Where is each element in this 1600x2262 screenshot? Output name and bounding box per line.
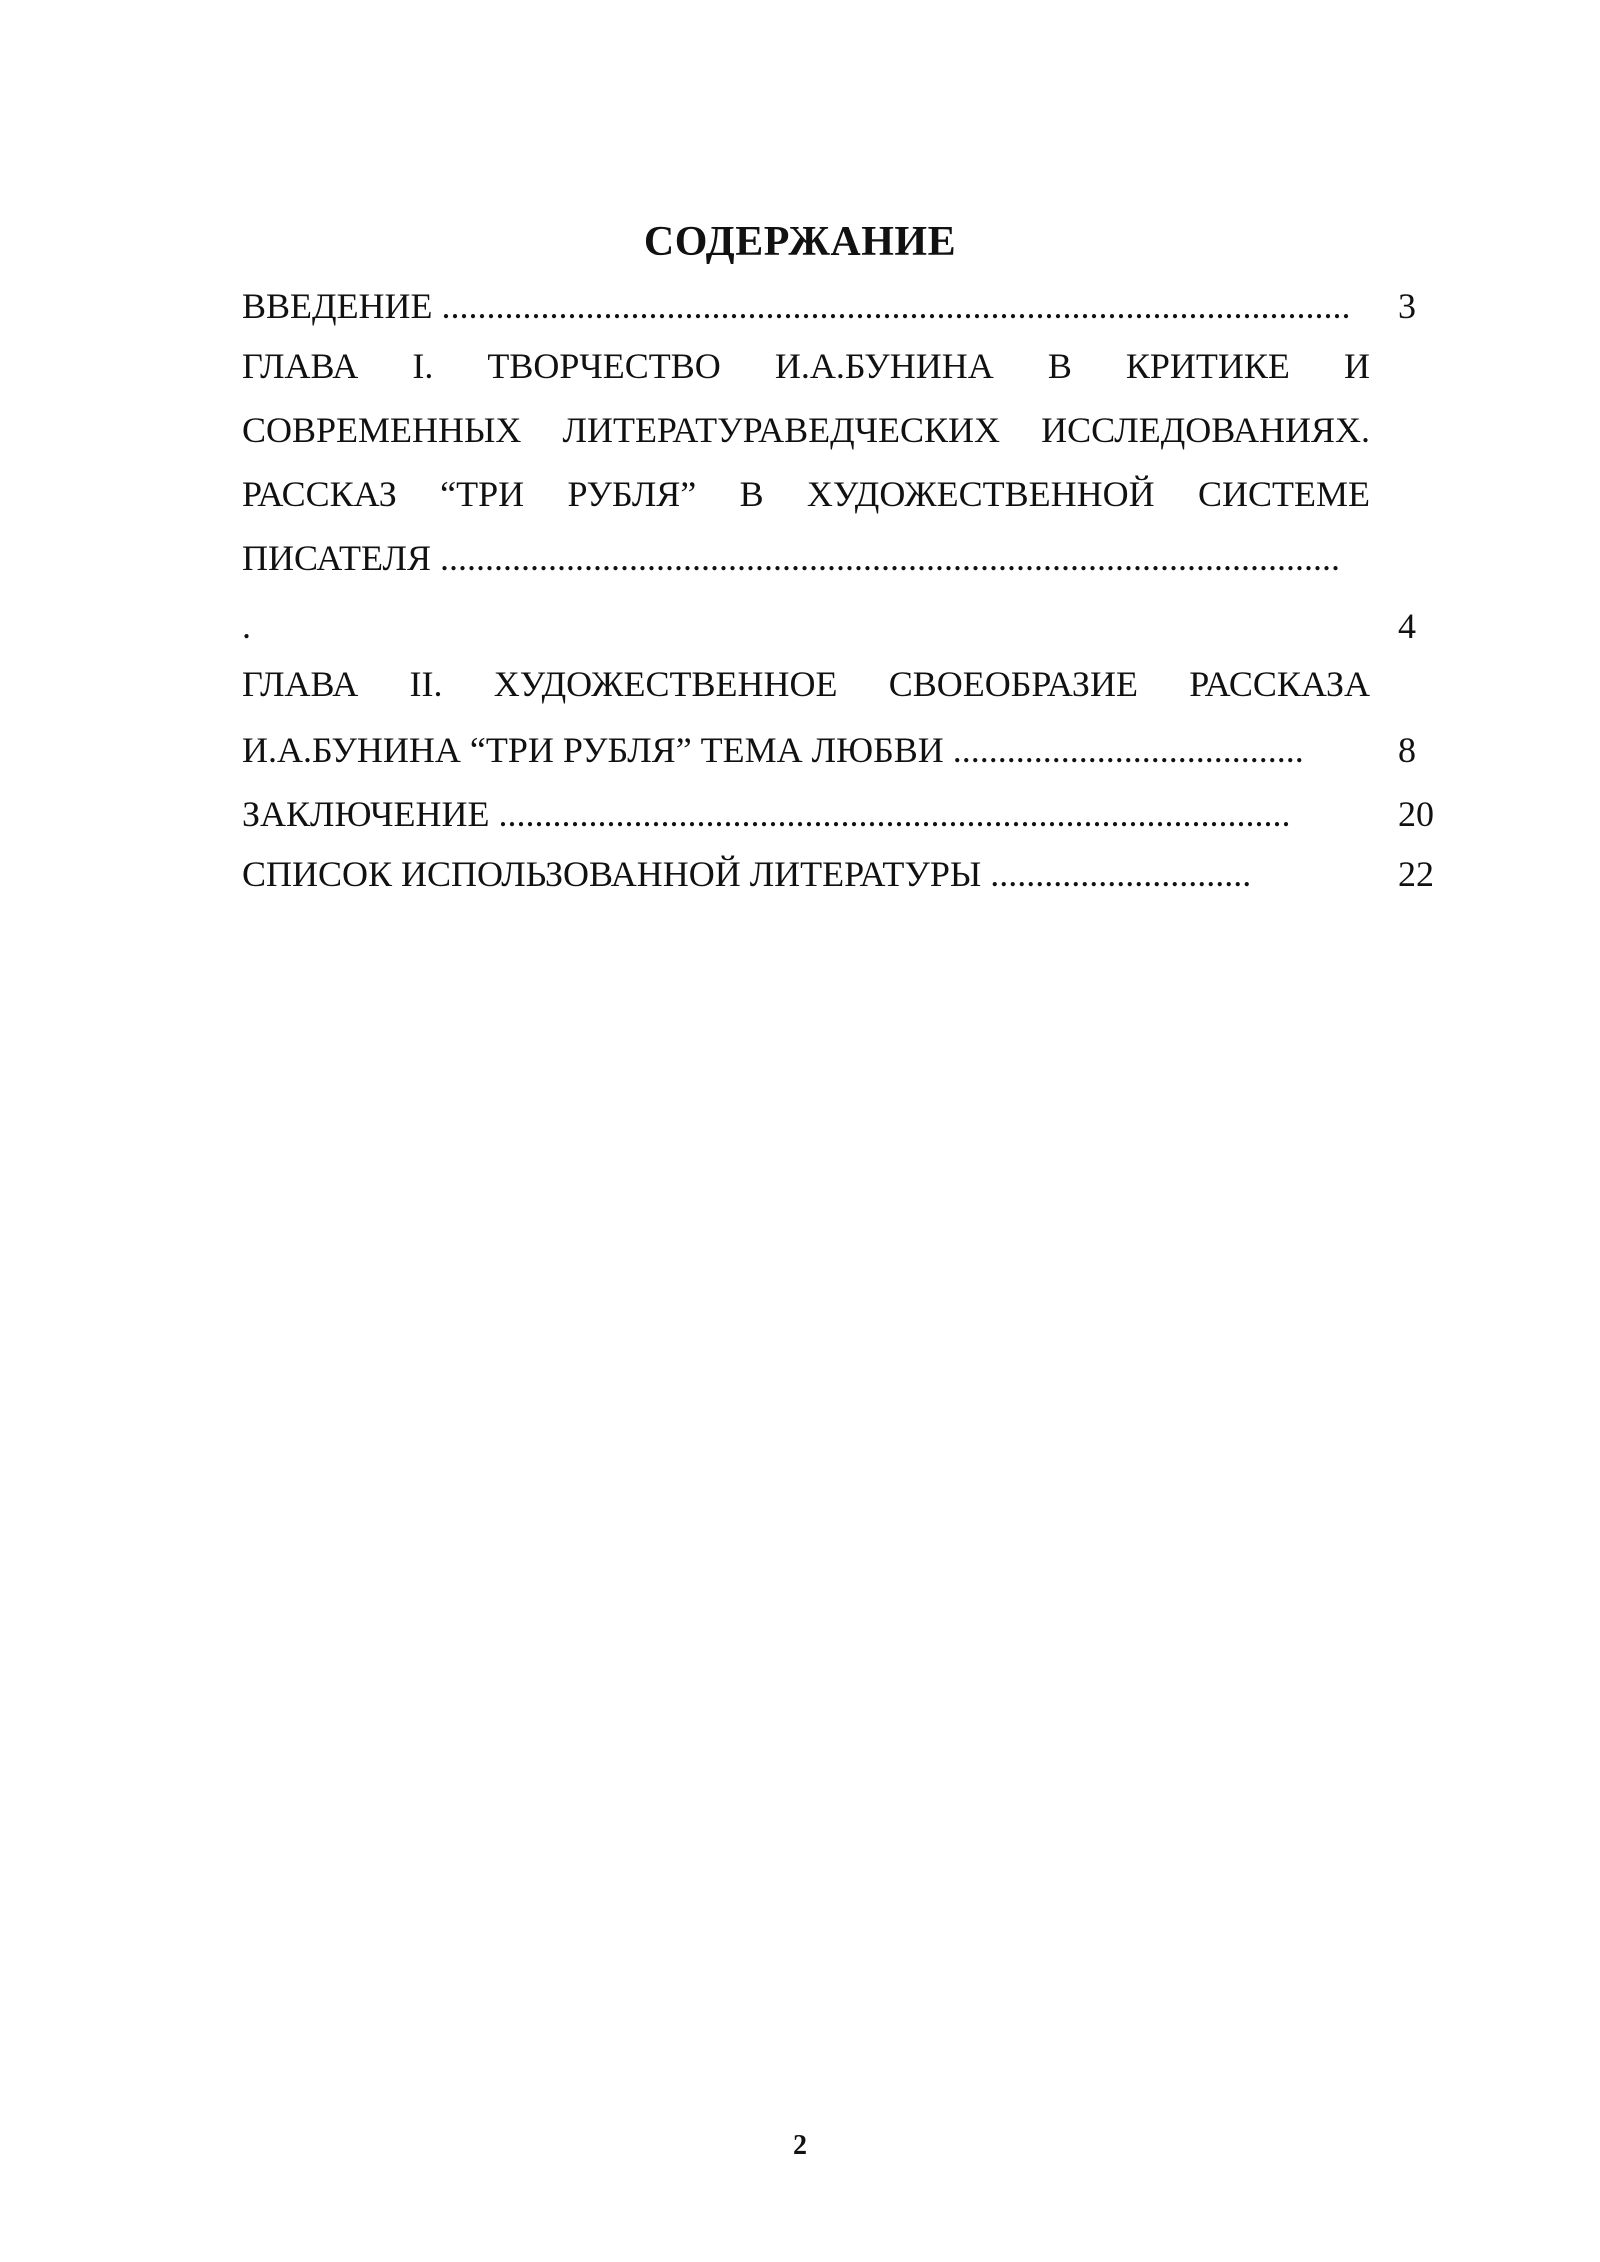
toc-entry-chapter-1-line-2: СОВРЕМЕННЫХ ЛИТЕРАТУРАВЕДЧЕСКИХ ИССЛЕДОВАНИЯХ. bbox=[242, 410, 1370, 450]
toc-page-number: 8 bbox=[1398, 730, 1416, 770]
toc-page-number: 3 bbox=[1398, 286, 1416, 326]
toc-entry-introduction: ВВЕДЕНИЕ ..................................................................................................... bbox=[242, 286, 1351, 326]
toc-title: СОДЕРЖАНИЕ bbox=[643, 219, 957, 265]
toc-entry-chapter-1-line-1: ГЛАВА I. ТВОРЧЕСТВО И.А.БУНИНА В КРИТИКЕ И bbox=[242, 346, 1370, 386]
toc-entry-chapter-1-line-5: . bbox=[242, 606, 251, 646]
page-number: 2 bbox=[793, 2130, 807, 2161]
toc-entry-chapter-1-line-3: РАССКАЗ “ТРИ РУБЛЯ” В ХУДОЖЕСТВЕННОЙ СИСТЕМЕ bbox=[242, 474, 1370, 514]
toc-page-number: 20 bbox=[1398, 794, 1434, 834]
toc-entry-chapter-2-line-1: ГЛАВА II. ХУДОЖЕСТВЕННОЕ СВОЕОБРАЗИЕ РАССКАЗА bbox=[242, 664, 1370, 704]
toc-entry-conclusion: ЗАКЛЮЧЕНИЕ ........................................................................................ bbox=[242, 794, 1291, 834]
toc-page-number: 22 bbox=[1398, 854, 1434, 894]
toc-entry-chapter-2-line-2: И.А.БУНИНА “ТРИ РУБЛЯ” ТЕМА ЛЮБВИ ....................................... bbox=[242, 730, 1304, 770]
toc-entry-chapter-1-line-4: ПИСАТЕЛЯ .................................................................................................... bbox=[242, 538, 1340, 578]
toc-page-number: 4 bbox=[1398, 606, 1416, 646]
toc-entry-bibliography: СПИСОК ИСПОЛЬЗОВАННОЙ ЛИТЕРАТУРЫ ............................. bbox=[242, 854, 1252, 894]
